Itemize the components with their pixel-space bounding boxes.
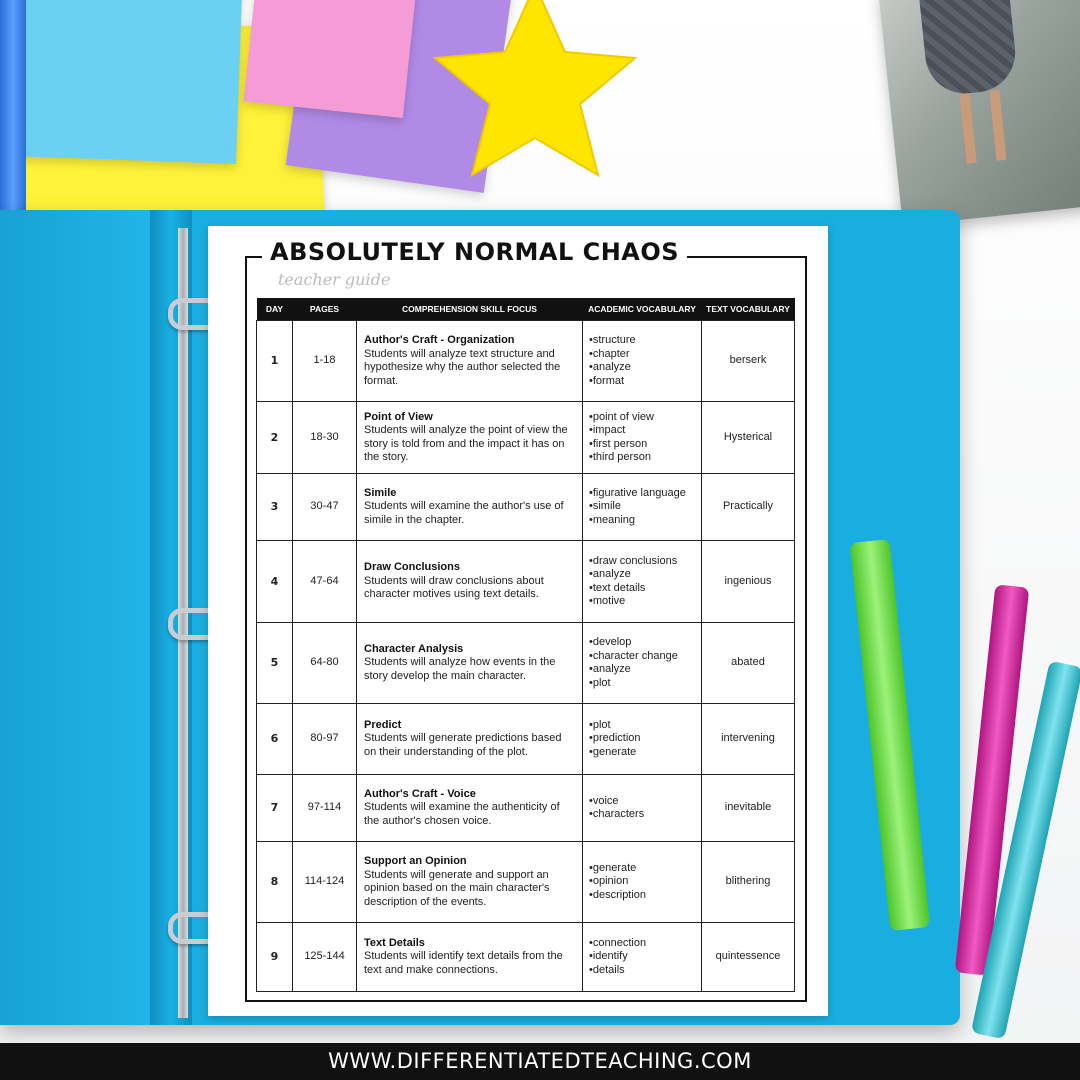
column-header-academic-vocabulary: ACADEMIC VOCABULARY bbox=[583, 298, 702, 321]
page-range: 30-47 bbox=[293, 474, 357, 541]
academic-vocabulary bbox=[583, 704, 702, 775]
vocabulary-term: •characters bbox=[589, 808, 645, 820]
skill-description: Students will examine the authenticity of the author's chosen voice. bbox=[364, 801, 560, 827]
column-header-day: DAY bbox=[257, 298, 293, 321]
vocabulary-term: •generate bbox=[589, 745, 637, 758]
skill-name: Author's Craft - Voice bbox=[364, 787, 476, 800]
skill-focus bbox=[357, 842, 583, 923]
page-range: 80-97 bbox=[293, 704, 357, 775]
day-number: 2 bbox=[257, 402, 293, 474]
worksheet-subtitle: teacher guide bbox=[278, 270, 391, 289]
binder-left-cover bbox=[0, 210, 160, 1025]
skill-name: Predict bbox=[364, 718, 402, 731]
skill-description: Students will analyze how events in the story develop the main character. bbox=[364, 656, 556, 682]
vocabulary-term: •connection bbox=[589, 936, 647, 949]
column-header-pages: PAGES bbox=[293, 298, 357, 321]
skill-focus bbox=[357, 474, 583, 541]
blue-sticky-note bbox=[6, 0, 244, 164]
day-number: 9 bbox=[257, 923, 293, 992]
table-row bbox=[257, 321, 795, 402]
skill-name: Draw Conclusions bbox=[364, 561, 460, 574]
text-vocabulary-word: quintessence bbox=[702, 923, 795, 992]
skill-focus bbox=[357, 623, 583, 704]
text-vocabulary-word: intervening bbox=[702, 704, 795, 775]
text-vocabulary-word: blithering bbox=[702, 842, 795, 923]
day-number: 8 bbox=[257, 842, 293, 923]
day-number: 6 bbox=[257, 704, 293, 775]
vocabulary-term: •analyze bbox=[589, 568, 631, 580]
skill-description: Students will analyze the point of view the story is told from and the impact it has on the story. bbox=[364, 424, 568, 463]
skill-focus bbox=[357, 321, 583, 402]
vocabulary-term: •opinion bbox=[589, 875, 629, 888]
academic-vocabulary bbox=[583, 321, 702, 402]
skill-focus bbox=[357, 541, 583, 623]
skill-focus bbox=[357, 775, 583, 842]
table-row bbox=[257, 704, 795, 775]
vocabulary-term: •impact bbox=[589, 424, 626, 436]
pink-sticky-note bbox=[244, 0, 417, 118]
text-vocabulary-word: Hysterical bbox=[702, 402, 795, 474]
vocabulary-term: •third person bbox=[589, 451, 651, 463]
page-range: 125-144 bbox=[293, 923, 357, 992]
text-vocabulary-word: ingenious bbox=[702, 541, 795, 623]
vocabulary-term: •plot bbox=[589, 718, 611, 731]
website-footer: WWW.DIFFERENTIATEDTEACHING.COM bbox=[0, 1043, 1080, 1080]
vocabulary-term: •format bbox=[589, 374, 625, 387]
skill-description: Students will identify text details from the text and make connections. bbox=[364, 950, 563, 976]
text-vocabulary-word: inevitable bbox=[702, 775, 795, 842]
skill-description: Students will generate and support an opinion based on the main character's description of the events. bbox=[364, 868, 550, 908]
skill-focus bbox=[357, 704, 583, 775]
page-range: 47-64 bbox=[293, 541, 357, 623]
skill-description: Students will analyze text structure and hypothesize why the author selected the format. bbox=[364, 347, 561, 387]
skill-focus bbox=[357, 923, 583, 992]
academic-vocabulary bbox=[583, 474, 702, 541]
text-vocabulary-word: Practically bbox=[702, 474, 795, 541]
academic-vocabulary bbox=[583, 775, 702, 842]
vocabulary-term: •chapter bbox=[589, 347, 630, 360]
vocabulary-term: •identify bbox=[589, 950, 628, 963]
skill-focus bbox=[357, 402, 583, 474]
day-number: 1 bbox=[257, 321, 293, 402]
page-range: 114-124 bbox=[293, 842, 357, 923]
vocabulary-term: •analyze bbox=[589, 361, 631, 373]
worksheet-title: ABSOLUTELY NORMAL CHAOS bbox=[262, 238, 687, 266]
column-header-text-vocabulary: TEXT VOCABULARY bbox=[702, 298, 795, 321]
vocabulary-term: •first person bbox=[589, 437, 648, 450]
table-row bbox=[257, 402, 795, 474]
teacher-guide-table bbox=[256, 298, 795, 992]
vocabulary-term: •meaning bbox=[589, 513, 636, 526]
vocabulary-term: •develop bbox=[589, 636, 632, 648]
table-row bbox=[257, 923, 795, 992]
vocabulary-term: •structure bbox=[589, 334, 636, 346]
text-vocabulary-word: abated bbox=[702, 623, 795, 704]
column-header-skill: COMPREHENSION SKILL FOCUS bbox=[357, 298, 583, 321]
skill-description: Students will draw conclusions about character motives using text details. bbox=[364, 574, 544, 601]
vocabulary-term: •draw conclusions bbox=[589, 554, 678, 567]
skill-name: Character Analysis bbox=[364, 642, 464, 655]
table-header-row bbox=[257, 298, 795, 321]
table-row bbox=[257, 623, 795, 704]
vocabulary-term: •generate bbox=[589, 861, 637, 874]
skill-name: Support an Opinion bbox=[364, 855, 467, 867]
vocabulary-term: •figurative language bbox=[589, 486, 686, 499]
day-number: 3 bbox=[257, 474, 293, 541]
page-range: 64-80 bbox=[293, 623, 357, 704]
vocabulary-term: •text details bbox=[589, 581, 646, 594]
star-sticky-note bbox=[430, 0, 640, 180]
day-number: 4 bbox=[257, 541, 293, 623]
vocabulary-term: •motive bbox=[589, 595, 626, 607]
skill-name: Simile bbox=[364, 486, 397, 499]
skill-description: Students will examine the author's use of simile in the chapter. bbox=[364, 500, 564, 526]
vocabulary-term: •point of view bbox=[589, 410, 654, 423]
academic-vocabulary bbox=[583, 541, 702, 623]
picture-book bbox=[878, 0, 1080, 226]
skill-name: Author's Craft - Organization bbox=[364, 334, 515, 346]
page-range: 97-114 bbox=[293, 775, 357, 842]
skill-description: Students will generate predictions based on their understanding of the plot. bbox=[364, 732, 562, 758]
academic-vocabulary bbox=[583, 623, 702, 704]
vocabulary-term: •prediction bbox=[589, 732, 641, 745]
vocabulary-term: •plot bbox=[589, 676, 611, 689]
academic-vocabulary bbox=[583, 923, 702, 992]
page-range: 1-18 bbox=[293, 321, 357, 402]
day-number: 5 bbox=[257, 623, 293, 704]
text-vocabulary-word: berserk bbox=[702, 321, 795, 402]
table-row bbox=[257, 775, 795, 842]
skill-name: Text Details bbox=[364, 936, 425, 949]
day-number: 7 bbox=[257, 775, 293, 842]
vocabulary-term: •analyze bbox=[589, 663, 631, 675]
vocabulary-term: •voice bbox=[589, 794, 619, 807]
academic-vocabulary bbox=[583, 842, 702, 923]
vocabulary-term: •simile bbox=[589, 500, 621, 513]
skill-name: Point of View bbox=[364, 410, 433, 423]
vocabulary-term: •description bbox=[589, 888, 647, 901]
vocabulary-term: •details bbox=[589, 963, 625, 976]
table-row bbox=[257, 541, 795, 623]
vocabulary-term: •character change bbox=[589, 649, 678, 662]
table-row bbox=[257, 474, 795, 541]
academic-vocabulary bbox=[583, 402, 702, 474]
table-row bbox=[257, 842, 795, 923]
page-range: 18-30 bbox=[293, 402, 357, 474]
